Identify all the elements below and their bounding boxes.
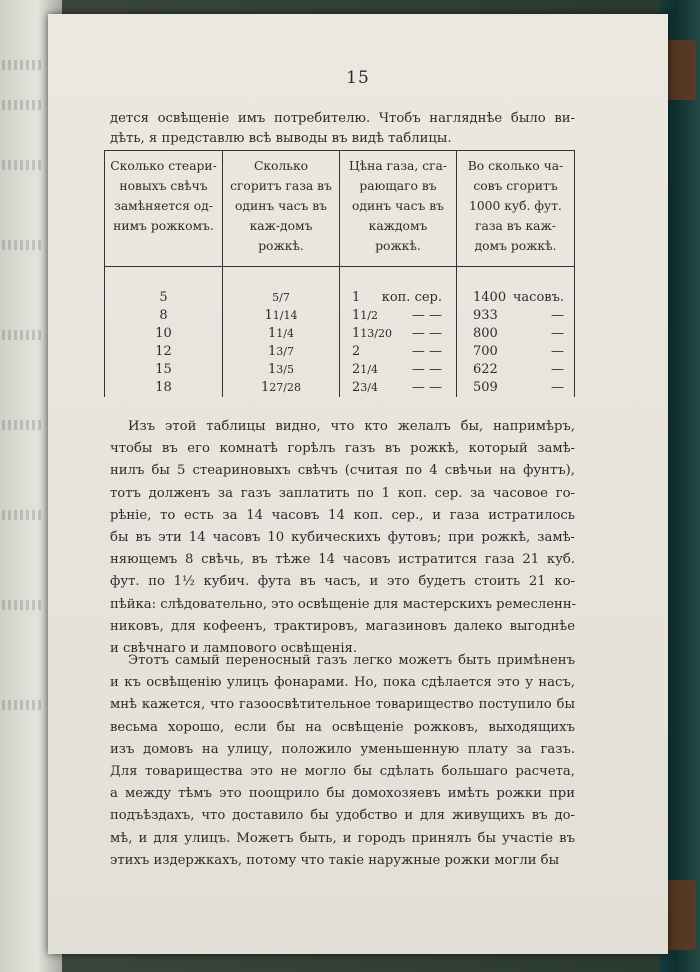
table-cell: 12 <box>155 344 172 359</box>
text-line: тотъ долженъ за газъ заплатить по 1 коп. сер. за часовое го- <box>110 485 575 501</box>
table-cell: 2 — — <box>352 344 442 359</box>
text-line: этихъ издержкахъ, потому что такіе наружные рожки могли бы <box>110 852 560 868</box>
table-cell: 1 коп. сер. <box>352 290 442 305</box>
gas-comparison-table <box>104 150 575 397</box>
table-cell: 800 — <box>473 326 564 341</box>
text-line: а между тѣмъ это поощрило бы домохозяевъ имѣть рожки при <box>110 786 575 802</box>
text-line: рѣніе, то есть за 14 часовъ 14 коп. сер., и газа истратилось <box>110 507 575 523</box>
header-gas-per-hour: Сколько сгоритъ газа въ одинъ часъ въ каж-домъ рожкѣ. <box>223 151 340 267</box>
column-candles <box>105 267 223 398</box>
text-line: пѣйка: слѣдовательно, это освѣщеніе для мастерскихъ ремесленн- <box>110 596 577 612</box>
text-line: никовъ, для кофеенъ, трактировъ, магазиновъ далеко выгоднѣе <box>110 618 575 634</box>
text-line: весьма хорошо, если бы на освѣщеніе рожковъ, выходящихъ <box>110 719 575 735</box>
text-line: чтобы въ его комнатѣ горѣлъ газъ въ рожкѣ, который замѣ- <box>110 441 575 457</box>
table-cell: 13/5 <box>268 362 294 377</box>
table-cell: 933 — <box>473 308 564 323</box>
table-cell: 8 <box>159 308 168 323</box>
table-cell: 13/7 <box>268 344 294 359</box>
column-price <box>340 267 457 398</box>
column-hours <box>457 267 575 398</box>
text-line: бы въ эти 14 часовъ 10 кубическихъ футовъ; при рожкѣ, замѣ- <box>110 530 575 545</box>
book-page <box>48 14 668 954</box>
table-cell: 509 — <box>473 380 564 395</box>
text-line: фут. по 1½ кубич. фута въ часъ, и это будетъ стоить 21 ко- <box>110 574 575 590</box>
text-line: и къ освѣщенію улицъ фонарами. Но, пока сдѣлается это у насъ, <box>110 675 575 691</box>
table-cell: 5 <box>159 290 168 305</box>
intro-line: дѣть, я представлю всѣ выводы въ видѣ таблицы. <box>110 131 452 146</box>
table-cell: 11/4 <box>268 326 294 341</box>
text-line: и свѣчнаго и лампового освѣщенія. <box>110 641 358 656</box>
table-cell: 11/14 <box>264 308 298 323</box>
table-cell: 1400 часовъ. <box>473 290 564 305</box>
column-gas <box>223 267 340 398</box>
text-line: няющемъ 8 свѣчь, въ тѣже 14 часовъ истратится газа 21 куб. <box>110 552 575 568</box>
table-cell: 23/4 — — <box>352 380 442 395</box>
table-cell: 700 — <box>473 344 564 359</box>
text-line: мнѣ кажется, что газоосвѣтительное товарищество поступило бы <box>110 697 575 713</box>
table-cell: 127/28 <box>261 380 301 395</box>
table-cell: 15 <box>155 362 172 377</box>
header-price-per-hour: Цѣна газа, сга-рающаго въ одинъ часъ въ каждомъ рожкѣ. <box>340 151 457 267</box>
table-cell: 113/20 — — <box>352 326 442 341</box>
text-line: Этотъ самый переносный газъ легко можетъ быть примѣненъ <box>128 653 575 668</box>
text-line: подъѣздахъ, что доставило бы удобство и для живущихъ въ до- <box>110 808 575 824</box>
table-cell: 5/7 <box>272 291 290 304</box>
text-line: изъ домовъ на улицу, положило уменьшенную плату за газъ. <box>110 741 575 757</box>
table-cell: 11/2 — — <box>352 308 442 323</box>
text-line: мѣ, и для улицъ. Можетъ быть, и городъ принялъ бы участіе въ <box>110 830 575 846</box>
header-candles: Сколько стеари-новыхъ свѣчъ замѣняется од-нимъ рожкомъ. <box>105 151 223 267</box>
table-cell: 10 <box>155 326 172 341</box>
table-cell: 18 <box>155 380 172 395</box>
page-number: 15 <box>346 68 370 88</box>
table-cell: 622 — <box>473 362 564 377</box>
header-hours-per-1000: Во сколько ча-совъ сгоритъ 1000 куб. фут. газа въ каж-домъ рожкѣ. <box>457 151 575 267</box>
table-cell: 21/4 — — <box>352 362 442 377</box>
text-line: Для товарищества это не могло бы сдѣлать большаго расчета, <box>110 764 575 779</box>
text-line: Изъ этой таблицы видно, что кто желалъ бы, напримѣръ, <box>128 419 575 434</box>
text-line: нилъ бы 5 стеариновыхъ свѣчъ (считая по 4 свѣчьи на фунтъ), <box>110 463 575 479</box>
intro-line: дется освѣщеніе имъ потребителю. Чтобъ нагляднѣе было ви- <box>110 111 575 126</box>
